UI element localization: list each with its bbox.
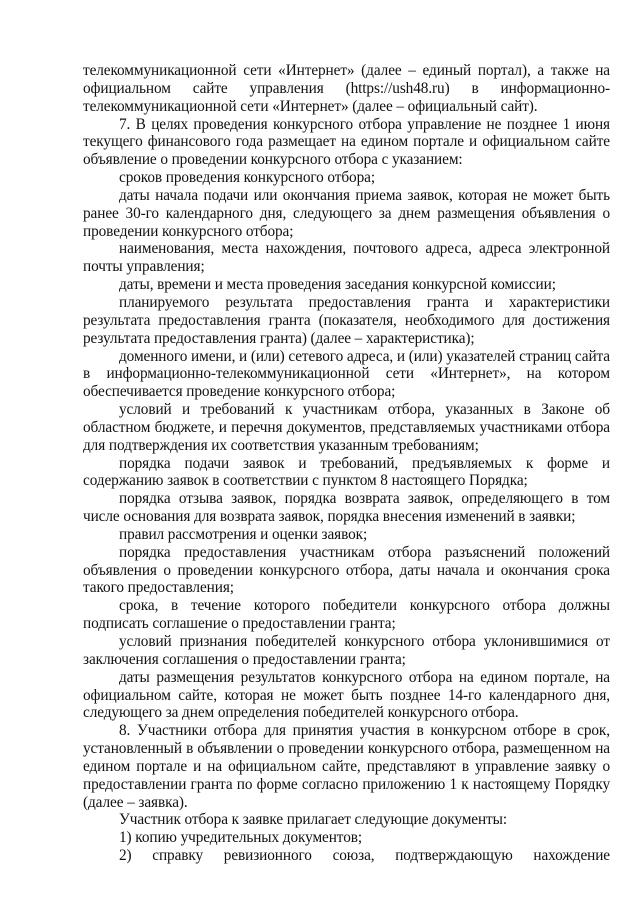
paragraph-item-7-5: планируемого результата предоставления гранта и характеристики результата предоставления гранта (показателя, необходимого для достижения результата предоставления гранта) (далее – характеристика);: [83, 293, 610, 347]
paragraph-item-7-1: сроков проведения конкурсного отбора;: [119, 169, 375, 187]
paragraph-item-7-3: наименования, места нахождения, почтового адреса, адреса электронной почты управления;: [83, 240, 610, 276]
paragraph-item-7-7: условий и требований к участникам отбора, указанных в Законе об областном бюджете, и перечня документов, представляемых участниками отбора для подтверждения их соответствия указанным требованиям;: [83, 401, 610, 454]
paragraph-item-8-2: 2) справку ревизионного союза, подтверждающую нахождение: [119, 847, 610, 865]
paragraph-item-7-10: правил рассмотрения и оценки заявок;: [119, 525, 368, 543]
paragraph-item-8-1: 1) копию учредительных документов;: [119, 829, 363, 847]
paragraph-item-7-13: условий признания победителей конкурсного отбора уклонившимися от заключения соглашения о предоставлении гранта;: [83, 633, 610, 668]
paragraph-item-7-9: порядка отзыва заявок, порядка возврата заявок, определяющего в том числе основания для возврата заявок, порядка внесения изменений в заявки;: [83, 490, 610, 526]
paragraph-item-7-11: порядка предоставления участникам отбора разъяснений положений объявления о проведении конкурсного отбора, даты начала и окончания срока такого предоставления;: [83, 543, 610, 597]
paragraph-item-7-8: порядка подачи заявок и требований, предъявляемых к форме и содержанию заявок в соответствии с пунктом 8 настоящего Порядка;: [83, 454, 610, 490]
paragraph-item-8: 8. Участники отбора для принятия участия в конкурсном отборе в срок, установленный в объявлении о проведении конкурсного отбора, размещенном на едином портале и на официальном сайте, представляют в управление заявку о предоставлении гранта по форме согласно приложению 1 к настоящему Порядку (далее – заявка).: [83, 722, 610, 811]
paragraph-item-7-14: даты размещения результатов конкурсного отбора на едином портале, на официальном сайте, которая не может быть позднее 14-го календарного дня, следующего за днем определения победителей конкурсного отбора.: [83, 668, 610, 722]
document-body: [83, 62, 610, 865]
paragraph-item-7-6: доменного имени, и (или) сетевого адреса, и (или) указателей страниц сайта в информационно-телекоммуникационной сети «Интернет», на котором обеспечивается проведение конкурсного отбора;: [83, 347, 610, 401]
paragraph-item-8-intro: Участник отбора к заявке прилагает следующие документы:: [119, 811, 507, 829]
paragraph-item-7-2: даты начала подачи или окончания приема заявок, которая не может быть ранее 30-го календарного дня, следующего за днем размещения объявления о проведении конкурсного отбора;: [83, 186, 610, 240]
paragraph-item-7-4: даты, времени и места проведения заседания конкурсной комиссии;: [119, 276, 556, 294]
paragraph-continuation: телекоммуникационной сети «Интернет» (далее – единый портал), а также на официальном сайте управления (https://ush48.ru) в информационно-телекоммуникационной сети «Интернет» (далее – официальный сайт).: [83, 62, 610, 115]
paragraph-item-7-12: срока, в течение которого победители конкурсного отбора должны подписать соглашение о предоставлении гранта;: [83, 597, 610, 633]
paragraph-item-7: 7. В целях проведения конкурсного отбора управление не позднее 1 июня текущего финансового года размещает на едином портале и официальном сайте объявление о проведении конкурсного отбора с указанием:: [83, 115, 610, 169]
